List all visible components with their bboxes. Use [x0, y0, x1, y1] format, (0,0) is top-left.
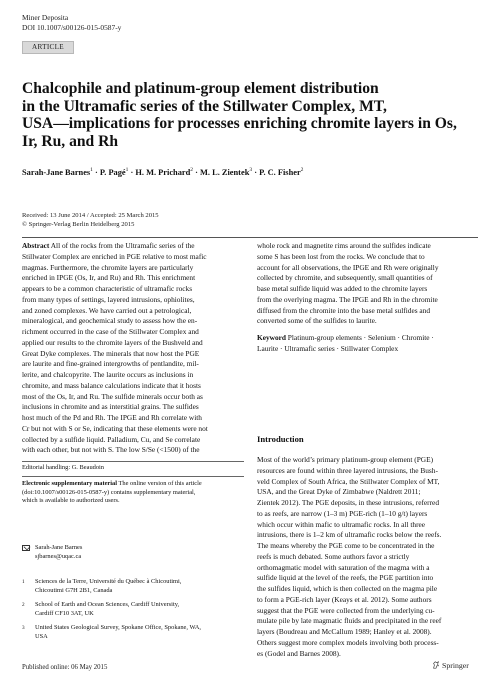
affiliation-line: Sciences de la Terre, Université du Québec à Chicoutimi,	[35, 578, 182, 585]
abstract-line: are laurite and fine-grained intergrowths of pentlandite, mil-	[22, 359, 199, 369]
intro-line: which occur within mafic to ultramafic rocks. In all three	[257, 519, 426, 529]
affiliation	[22, 624, 244, 642]
affiliation-line: USA	[35, 632, 48, 640]
intro-line: orthomagmatic model with saturation of the magma with a	[257, 562, 430, 572]
author-affiliation-mark: 2	[190, 167, 194, 173]
footnote-divider	[22, 461, 244, 462]
esm-divider	[22, 476, 244, 477]
title-line: in the Ultramafic series of the Stillwater Complex, MT,	[22, 97, 387, 115]
abstract-line: host much of the Pd and Rh. The IPGE and Rh correlate with	[22, 413, 202, 422]
author-affiliation-mark: 3	[249, 167, 253, 173]
published-online-date: Published online: 06 May 2015	[22, 664, 108, 671]
abstract-label: Abstract	[22, 241, 50, 250]
article-dates	[22, 211, 159, 229]
author-name[interactable]: P. Pagé	[99, 167, 126, 177]
keywords-line: Laurite · Ultramafic series · Stillwater Complex	[257, 343, 399, 353]
abstract-line: diffused from the chromite into the base metal sulfides and	[257, 305, 431, 315]
author-name[interactable]: Sarah-Jane Barnes	[22, 167, 91, 177]
intro-line: reefs is much debated. Some authors favor a strictly	[257, 551, 410, 561]
affiliation	[22, 601, 244, 619]
intro-line: resources are found within three layered intrusions, the Bush-	[257, 465, 438, 475]
author-affiliation-mark: 2	[300, 167, 304, 173]
intro-line: Most of the world’s primary platinum-group element (PGE)	[257, 455, 434, 464]
abstract-line: magmas. Furthermore, the chromite layers are particularly	[22, 262, 194, 272]
title-line: Chalcophile and platinum-group element distribution	[22, 80, 379, 97]
esm-line: The online version of this article	[117, 480, 202, 487]
article-title	[22, 80, 482, 150]
received-accepted-dates: Received: 13 June 2014 / Accepted: 25 March 2015	[22, 212, 159, 219]
keywords	[257, 333, 479, 355]
esm-line: which is available to authorized users.	[22, 497, 120, 505]
abstract-line: and zoned complexes. We have carried out a petrological,	[22, 305, 192, 315]
intro-line: Zientek 2012). The PGE deposits, in these intrusions, referred	[257, 498, 439, 507]
author-name[interactable]: H. M. Prichard	[135, 167, 191, 177]
abstract-line: from the overlying magma. The IPGE and Rh in the chromite	[257, 294, 438, 304]
intro-line: es (Godel and Barnes 2008).	[257, 648, 341, 658]
intro-line: sulfide liquid at the level of the reefs, the PGE partition into	[257, 573, 434, 583]
intro-line: The means whereby the PGE come to be concentrated in the	[257, 541, 435, 550]
abstract-line: some S has been lost from the rocks. We conclude that to	[257, 251, 425, 261]
affiliation-number: 3	[22, 625, 25, 631]
abstract-line: Stillwater Complex are enriched in PGE relative to most mafic	[22, 251, 207, 261]
springer-horse-icon	[432, 661, 440, 669]
title-line: Ir, Ru, and Rh	[22, 132, 119, 150]
article-doi: DOI 10.1007/s00126-015-0587-y	[22, 22, 122, 32]
abstract-line: Cr but not with S or Se, indicating that these elements were not	[22, 423, 208, 433]
abstract-line: appears to be a common characteristic of ultramafic rocks	[22, 284, 193, 293]
section-heading-introduction: Introduction	[257, 434, 304, 444]
affiliation-number: 1	[22, 579, 25, 585]
header-divider	[22, 237, 478, 238]
author-affiliation-mark: 1	[90, 167, 93, 173]
electronic-supplementary-note	[22, 480, 244, 506]
abstract-line: inclusions in chromite and as interstitial grains. The sulfides	[22, 402, 199, 412]
publisher-logo	[432, 661, 469, 670]
intro-line: veld Complex of South Africa, the Stillwater Complex of MT,	[257, 476, 440, 486]
author-name[interactable]: M. L. Zientek	[200, 167, 250, 177]
intro-line: the sulfides liquid, which is then collected on the magma pile	[257, 584, 438, 593]
intro-line: USA, and the Great Dyke of Zimbabwe (Naldrett 2011;	[257, 487, 421, 497]
abstract-line: with each other, but not with S. The low S/Se (<1500) of the	[22, 445, 200, 455]
journal-header	[22, 13, 121, 32]
abstract-line: collected by chromite, and subsequently, small quantities of	[257, 273, 433, 283]
abstract-line: chromite, and mass balance calculations indicate that it hosts	[22, 380, 201, 390]
keywords-label: Keyword	[257, 333, 286, 342]
intro-line: layers (Boudreau and McCallum 1989; Hanley et al. 2008).	[257, 627, 432, 636]
introduction-body	[257, 455, 479, 659]
affiliation-line: School of Earth and Ocean Sciences, Cardiff University,	[35, 601, 180, 608]
author-affiliation-mark: 1	[125, 167, 129, 173]
abstract-line: Great Dyke complexes. The minerals that now host the PGE	[22, 348, 200, 358]
keywords-line: Platinum-group elements · Selenium · Chromite ·	[285, 333, 434, 342]
abstract	[22, 241, 244, 456]
intro-line: Others suggest more complex models involving both process-	[257, 637, 439, 647]
abstract-line: lerite, and chalcopyrite. The laurite occurs as inclusions in	[22, 370, 194, 379]
affiliation	[22, 578, 244, 596]
abstract-line: account for all observations, the IPGE and Rh were originally	[257, 262, 439, 272]
article-type-badge: ARTICLE	[22, 41, 74, 54]
abstract-line: converted some of the sulfides to laurite.	[257, 316, 377, 326]
envelope-icon	[22, 545, 30, 551]
abstract-line: applied our results to the chromite layers of the Bushveld and	[22, 337, 203, 347]
affiliation-line: United States Geological Survey, Spokane Office, Spokane, WA,	[35, 624, 202, 631]
esm-label: Electronic supplementary material	[22, 480, 118, 487]
publisher-name: Springer	[442, 661, 469, 670]
affiliation-number: 2	[22, 602, 25, 608]
author-name[interactable]: P. C. Fisher	[259, 167, 301, 177]
abstract-line: enriched in IPGE (Os, Ir, and Ru) and Rh. This enrichment	[22, 273, 196, 283]
intro-line: suggest that the PGE were collected from the underlying cu-	[257, 605, 435, 615]
affiliation-line: Chicoutimi G7H 2B1, Canada	[35, 586, 113, 594]
intro-line: mulate pile by late magmatic fluids and precipitated in the reef	[257, 616, 442, 626]
abstract-line: mineralogical, and geochemical study to assess how the en-	[22, 316, 198, 326]
abstract-line: richment occurred in the case of the Stillwater Complex and	[22, 327, 199, 336]
intro-line: intrusions, there is 1–2 km of ultramafic rocks below the reefs.	[257, 530, 442, 540]
intro-line: to as reefs, are narrow (1–3 m) PGE-rich (1–10 g/t) layers	[257, 508, 428, 518]
intro-line: to form a PGE-rich layer (Keays et al. 2012). Some authors	[257, 594, 432, 604]
affiliation-line: Cardiff CF10 3AT, UK	[35, 609, 94, 617]
esm-line[interactable]: (doi:10.1007/s00126-015-0587-y) contains supplementary material,	[22, 488, 196, 496]
corresponding-email[interactable]: sjbarnes@uqac.ca	[35, 553, 82, 560]
abstract-line: from many types of settings, layered intrusions, ophiolites,	[22, 294, 195, 304]
copyright-line: © Springer-Verlag Berlin Heidelberg 2015	[22, 221, 135, 228]
abstract-line: base metal sulfide liquid was added to the chromite layers	[257, 284, 428, 293]
abstract-line: whole rock and magnetite rims around the sulfides indicate	[257, 241, 431, 250]
title-line: USA—implications for processes enriching chromite layers in Os,	[22, 115, 457, 133]
abstract-line: collected by a sulfide liquid. Palladium, Cu, and Se correlate	[22, 434, 201, 444]
corresponding-name: Sarah-Jane Barnes	[35, 544, 83, 551]
author-list: Sarah-Jane Barnes$^1$ · P. Pagé$^1$ · H. M. Prichard$^2$ · M. L. Zientek$^3$ · P. C. Fisher$^2$	[22, 167, 304, 177]
editorial-handling: Editorial handling: G. Beaudoin	[22, 464, 104, 471]
corresponding-author	[22, 545, 244, 565]
abstract-line: most of the Os, Ir, and Ru. The sulfide minerals occur both as	[22, 391, 203, 401]
journal-name: Miner Deposita	[22, 13, 69, 22]
abstract-continued	[257, 241, 479, 327]
abstract-line: All of the rocks from the Ultramafic series of the	[49, 241, 195, 250]
